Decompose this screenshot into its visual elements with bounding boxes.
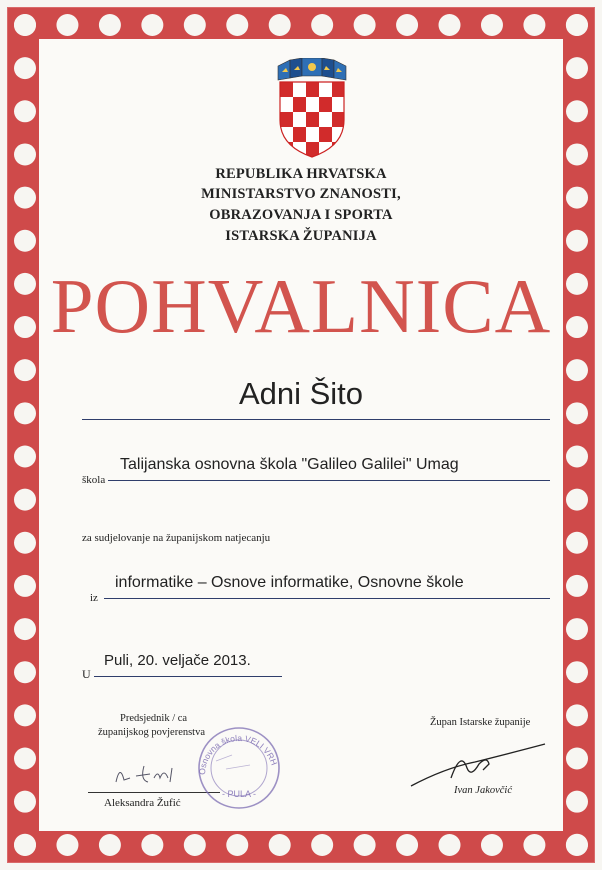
- header-line-county: ISTARSKA ŽUPANIJA: [225, 228, 377, 244]
- recipient-name: Adni Šito: [238, 376, 364, 411]
- school-label: škola: [82, 474, 106, 486]
- left-signatory-title-1: Predsjednik / ca: [120, 713, 188, 724]
- subject-underline: [104, 598, 550, 599]
- subject-label: iz: [90, 592, 98, 604]
- left-signatory-name: Aleksandra Žufić: [104, 797, 181, 809]
- crown: [278, 58, 346, 80]
- name-underline: [82, 419, 550, 420]
- right-signatory-name: Ivan Jakovčić: [454, 785, 513, 796]
- right-signatory-title: Župan Istarske županije: [430, 717, 531, 728]
- left-signature-icon: [110, 756, 190, 792]
- subject-value: informatike – Osnove informatike, Osnovne škole: [115, 574, 464, 591]
- croatian-coat-of-arms-icon: [276, 58, 348, 158]
- header-line-ministry: MINISTARSTVO ZNANOSTI,: [201, 186, 401, 202]
- place-label: U: [82, 667, 91, 681]
- participation-text: za sudjelovanje na županijskom natjecanju: [82, 532, 271, 544]
- school-value: Talijanska osnovna škola "Galileo Galilei" Umag: [120, 456, 459, 473]
- certificate-title: POHVALNICA: [50, 263, 552, 349]
- svg-text:- PULA -: - PULA -: [221, 789, 257, 799]
- place-date-underline: [94, 676, 282, 677]
- checkerboard-shield: [280, 82, 345, 158]
- header-line-republic: REPUBLIKA HRVATSKA: [215, 166, 387, 182]
- place-date-value: Puli, 20. veljače 2013.: [104, 652, 251, 669]
- school-stamp-text: [196, 725, 282, 811]
- left-signatory-title-2: županijskog povjerenstva: [98, 727, 206, 738]
- svg-text:Osnovna škola VELI VRH: Osnovna škola VELI VRH: [196, 732, 280, 776]
- school-underline: [108, 480, 550, 481]
- header-line-education: OBRAZOVANJA I SPORTA: [209, 207, 393, 223]
